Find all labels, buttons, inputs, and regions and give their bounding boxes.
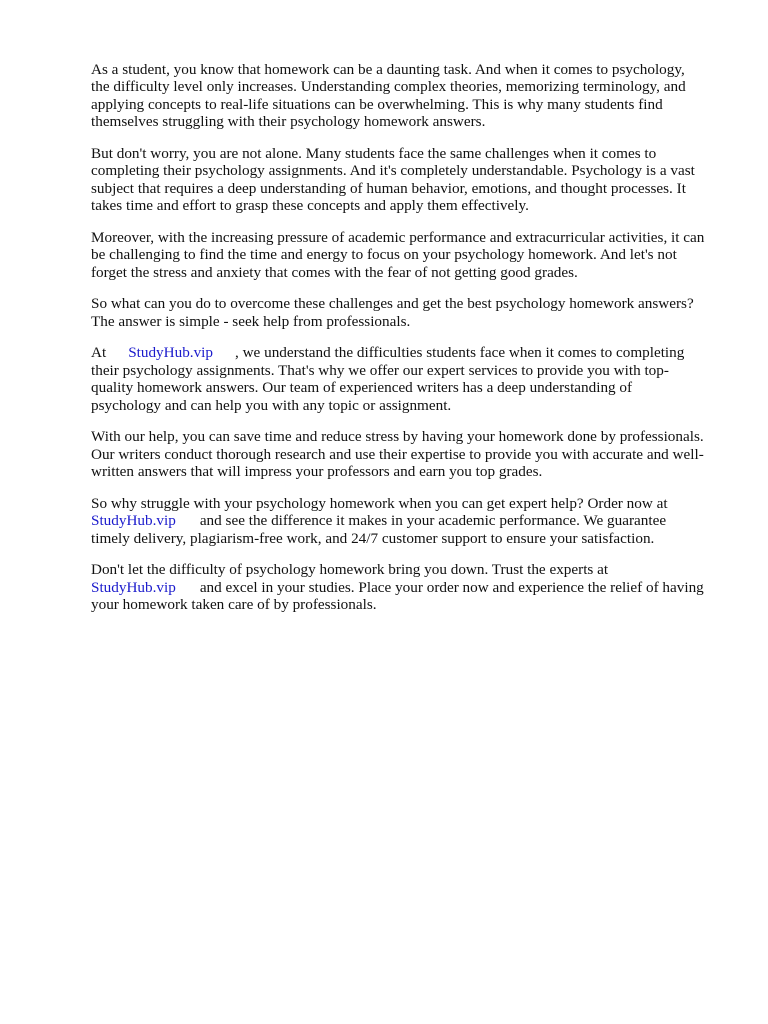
text-line: Don't let the difficulty of psychology homework bring you down. Trust the experts at: [91, 561, 609, 579]
paragraph-1: [91, 61, 721, 131]
paragraph-3: [91, 229, 721, 281]
text-line: So why struggle with your psychology homework when you can get expert help? Order now at: [91, 494, 668, 512]
text-fragment: and see the difference it makes in your academic performance. We guarantee: [199, 512, 667, 530]
text-line: forget the stress and anxiety that comes with the fear of not getting good grades.: [91, 263, 578, 281]
text-line: The answer is simple - seek help from professionals.: [91, 312, 411, 330]
text-line: As a student, you know that homework can be a daunting task. And when it comes to psychology,: [91, 61, 685, 78]
text-line: applying concepts to real-life situations can be overwhelming. This is why many students find: [91, 95, 663, 113]
paragraph-7: [91, 495, 721, 547]
studyhub-link[interactable]: StudyHub.vip: [91, 512, 176, 530]
text-line: [91, 579, 721, 596]
text-line: their psychology assignments. That's why we offer our expert services to provide you with top-: [91, 361, 669, 379]
studyhub-link[interactable]: StudyHub.vip: [91, 578, 176, 596]
text-line: themselves struggling with their psychology homework answers.: [91, 113, 486, 131]
paragraph-5: [91, 344, 721, 414]
paragraph-8: [91, 561, 721, 613]
text-line: your homework taken care of by professionals.: [91, 596, 377, 614]
text-line: With our help, you can save time and reduce stress by having your homework done by professionals.: [91, 428, 704, 446]
text-line: But don't worry, you are not alone. Many students face the same challenges when it comes to: [91, 144, 657, 162]
text-fragment: and excel in your studies. Place your order now and experience the relief of having: [199, 578, 704, 596]
document-body: [91, 61, 721, 628]
text-line: completing their psychology assignments. And it's completely understandable. Psychology is a vast: [91, 162, 695, 180]
paragraph-6: [91, 428, 721, 480]
text-line: [91, 344, 721, 361]
text-line: be challenging to find the time and energy to focus on your psychology homework. And let's not: [91, 246, 677, 264]
paragraph-2: [91, 145, 721, 215]
text-line: timely delivery, plagiarism-free work, and 24/7 customer support to ensure your satisfaction.: [91, 529, 655, 547]
text-line: psychology and can help you with any topic or assignment.: [91, 396, 452, 414]
text-line: written answers that will impress your professors and earn you top grades.: [91, 463, 543, 481]
text-line: subject that requires a deep understanding of human behavior, emotions, and thought processes. It: [91, 179, 686, 197]
text-line: quality homework answers. Our team of experienced writers has a deep understanding of: [91, 379, 633, 397]
text-fragment: , we understand the difficulties students face when it comes to completing: [235, 344, 685, 362]
text-line: Our writers conduct thorough research and use their expertise to provide you with accurate and well-: [91, 445, 704, 463]
text-fragment: At: [91, 344, 107, 362]
text-line: the difficulty level only increases. Understanding complex theories, memorizing terminology, and: [91, 78, 686, 96]
text-line: takes time and effort to grasp these concepts and apply them effectively.: [91, 197, 529, 215]
studyhub-link[interactable]: StudyHub.vip: [128, 344, 213, 362]
paragraph-4: [91, 295, 721, 330]
text-line: So what can you do to overcome these challenges and get the best psychology homework answers?: [91, 295, 694, 313]
text-line: [91, 512, 721, 529]
text-line: Moreover, with the increasing pressure of academic performance and extracurricular activities, it can: [91, 228, 705, 246]
